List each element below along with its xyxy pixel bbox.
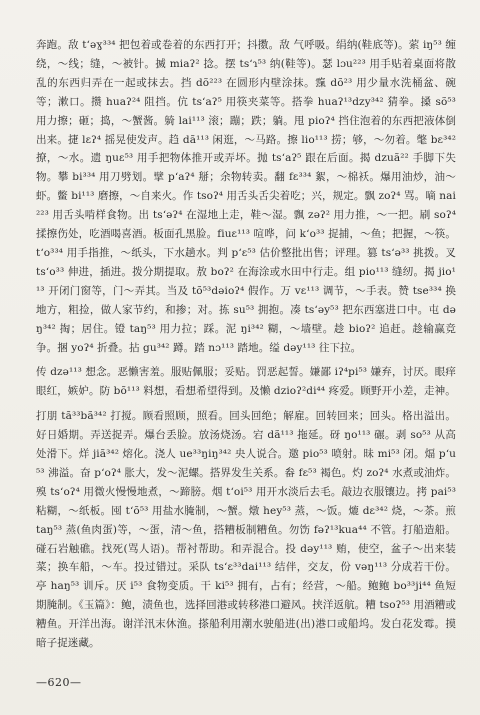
paragraph-actions: 打朋 tã³³bã³⁴² 打搅。顾看照顾，照看。回头回绝；解雇。回转回来；回头。格出溢出。好日婚期。弄送捉弄。爆台丢脸。放汤烧汤。宕 dã¹¹³ 拖延。砑 ŋo¹¹³ 碾。剥 so⁵³ 从高处滑下。烊 jiã³⁴² 熔化。浇人 ue³³ŋiŋ³⁴² 央人说合。邀 pio⁵³ 喷射。昧 mi⁵³ 闭。煏 pʻu⁵³ 沸溢。奋 pʻoʔ⁴ 胀大，发～泥螺。搭界发生关系。畚 fɛ⁵³ 褐色。灼 zoʔ⁴ 水煮或油炸。殠 tsʻoʔ⁴ 用微火慢慢地煮，～蹄膀。烟 tʻoi⁵³ 用开水淡后去毛。敲边衣服镶边。拷 pai⁵³ 粘糊，～纸板。囤 tʻõ⁵³ 用盐水腌制，～蟹。燉 hey⁵³ 蒸，～饭。熝 dɛ³⁴² 烧，～茶。煎 taŋ⁵³ 蒸(鱼肉蛋)等，～蛋，清～鱼，搭糟板制糟鱼。勿饬 fəʔ¹³kua⁴⁴ 不管。打船造船。碰石岩触礁。找死(骂人语)。帮衬帮助。和弄混合。投 dəy¹¹³ 贿，使空，盆子～出来装菜；换车船，～车。投过错过。采队 tsʻɛ³³dai¹¹³ 结伴，交友，份 vəŋ¹¹³ 分成若干份。亭 haŋ⁵³ 训斥。厌 i⁵³ 食物变质。干 ki⁵³ 拥有，占有；经营，～船。鲍鲍 bo³³ji⁴⁴ 鱼短期腌制。《玉篇》：鲍，渍鱼也，选择回港或转移港口避风。挟洋返航。糟 tsoʔ⁵³ 用酒糟或糟鱼。开洋出海。谢洋汛末休渔。搽船利用潮水驶船进(出)港口或船坞。发白花发霉。摸暗子捉迷藏。 [36, 410, 456, 650]
dictionary-text [36, 36, 456, 653]
paragraph-feelings: 传 dzə¹¹³ 想念。恶懒害羞。服贴佩服；妥贴。罚恶起誓。嫌鄙 iʔ⁴pi⁵³ 嫌弃，讨厌。眼痒眼红，嫉妒。防 bõ¹¹³ 料想，看想希望得到。及懒 dzioʔ²di⁴⁴ 疼爱。顾野开小差，走神。 [36, 366, 456, 398]
page-number: —620— [36, 676, 82, 689]
paragraph-verbs: 奔跑。敌 tʻəɣ³³⁴ 把包着或卷着的东西打开；抖擞。敌 气呼吸。绢纳(鞋底等)。萦 iŋ⁵³ 缠绕，～线；缝，～被针。搣 miaʔ² 捻。摆 tsʻɿ⁵³ 纳(鞋等)。瑟 lɔu²²³ 用手贴着桌面将散乱的东西归弄在一起或抹去。挡 dõ²²³ 在圆形内壁涂抹。霼 dõ²³ 用少量水洗桶盆、碗等；漱口。攒 huaʔ²⁴ 阻挡。伉 tsʻaʔ⁵ 用筷夹菜等。搭拳 huaʔ¹³dzy³⁴² 猜拳。搡 sõ⁵³ 用力擦；砸；捣，～蟹酱。躸 lai¹¹³ 滚；蹦；跌；躺。甩 pioʔ⁴ 挡住泡着的东西把液体倒出来。捷 lɛʔ⁴ 摇晃使发声。趋 dã¹¹³ 闲逛，～马路。擦 lio¹¹³ 捞；够，～勿着。氅 bɛ³⁴² 撩，～水。遗 ŋuɛ⁵³ 用手把物体推开或弄坏。抛 tsʻaʔ⁵ 跟在后面。揭 dzuã²² 手脚下失物。攀 bi³³⁴ 用刀劈划。擘 pʻaʔ⁴ 掰；余物转卖。翻 fɛ³³⁴ 絮，～棉袄。爆用油炒，油～虾。鳖 bi¹¹³ 磨擦，～自来火。作 tsoʔ⁴ 用舌头舌尖着吃；兴，规定。飘 zoʔ⁴ 骂。嘀 nai²²³ 用舌头啃样食物。出 tsʻəʔ⁴ 在湿地上走，鞋～湿。飘 zəʔ² 用力推，～一把。刷 soʔ⁴ 揉擦伤处，吃酒喝喜酒。板面孔黑脸。fiuɛ¹¹³ 喧哗，问 kʻo³³ 捉捕，～鱼；把握，～筷。tʻo³³⁴ 用手指推，～纸头，下水趟水。判 pʻɛ⁵³ 估价整批出售；评理。篡 tsʻə³³ 挑拨。叉 tsʻo³³ 伸进，插进。拨分期提取。敖 boʔ² 在海涂或水田中行走。组 pio¹¹³ 缝纫。揭 jio¹¹³ 开闭门窗等，门～弄其。当及 tõ⁵³dəioʔ⁴ 假作。万 vɛ¹¹³ 调节，～手表。赞 tse³³⁴ 换地方，粗捡，做人家节约，和掺；对。拣 su⁵³ 拥抱。凑 tsʻəy⁵³ 把东西塞进口中。屯 dəŋ³⁴² 掏；居住。镫 taŋ⁵³ 用力拉；踩。泥 ŋi³⁴² 糊，～墙壁。趁 bioʔ² 追赶。趁输赢竞争。捆 yoʔ⁴ 折叠。拈 gu³⁴² 蹲。踏 nɔ¹¹³ 踏地。缢 dəy¹¹³ 往下拉。 [36, 39, 456, 354]
